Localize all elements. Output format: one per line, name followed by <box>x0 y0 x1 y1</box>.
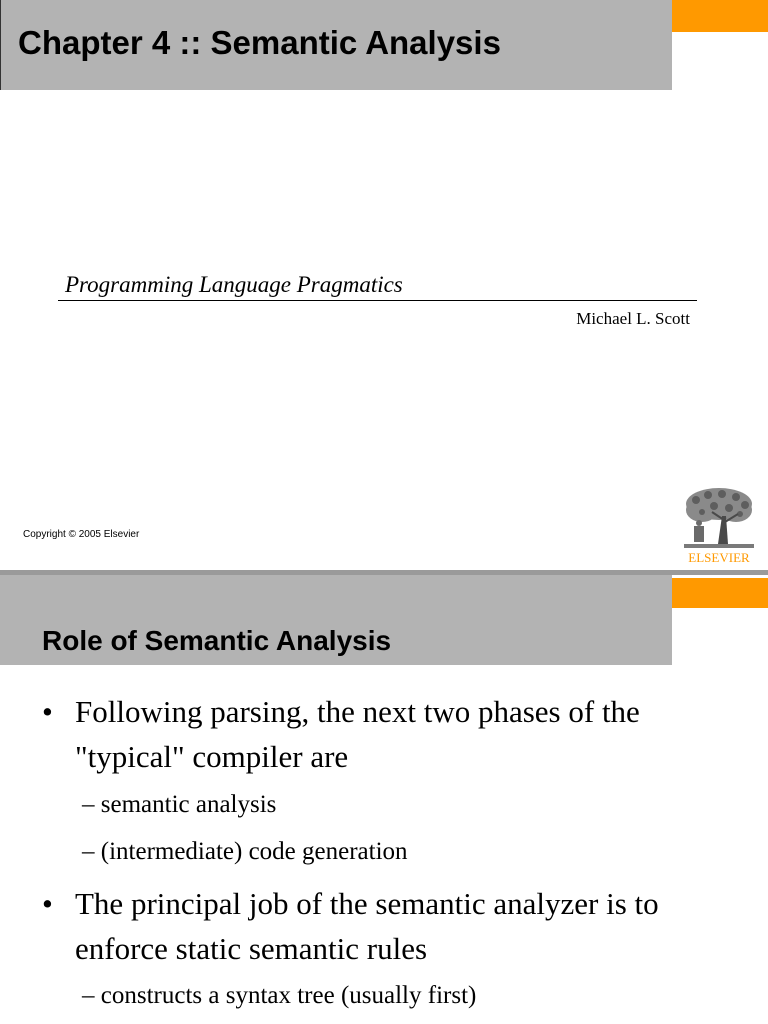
slide-title: Role of Semantic Analysis <box>42 625 392 656</box>
sub-bullet-item: – semantic analysis <box>82 791 277 818</box>
bullet-icon: • <box>42 694 53 729</box>
bullet-item <box>42 881 722 971</box>
book-title: Programming Language Pragmatics <box>65 272 403 297</box>
author-name: Michael L. Scott <box>576 309 690 328</box>
tree-logo-icon <box>682 486 756 550</box>
bullet-item <box>42 689 722 779</box>
slide-title: Chapter 4 :: Semantic Analysis <box>18 24 501 61</box>
content-slide <box>0 575 768 1024</box>
title-bar <box>0 575 672 665</box>
bullet-text: The principal job of the semantic analyzer is to enforce static semantic rules <box>75 886 659 966</box>
orange-accent-bar <box>672 578 768 608</box>
logo-wordmark: ELSEVIER <box>688 550 750 565</box>
sub-bullet-item: – (intermediate) code generation <box>82 838 408 865</box>
title-divider <box>58 300 697 301</box>
orange-accent-bar <box>672 0 768 32</box>
bullet-text: Following parsing, the next two phases of the "typical" compiler are <box>75 694 640 774</box>
elsevier-logo <box>682 486 756 570</box>
bullet-icon: • <box>42 886 53 921</box>
title-bar <box>0 0 672 90</box>
copyright-notice: Copyright © 2005 Elsevier <box>23 529 140 540</box>
sub-bullet-item: – constructs a syntax tree (usually first) <box>82 982 477 1009</box>
